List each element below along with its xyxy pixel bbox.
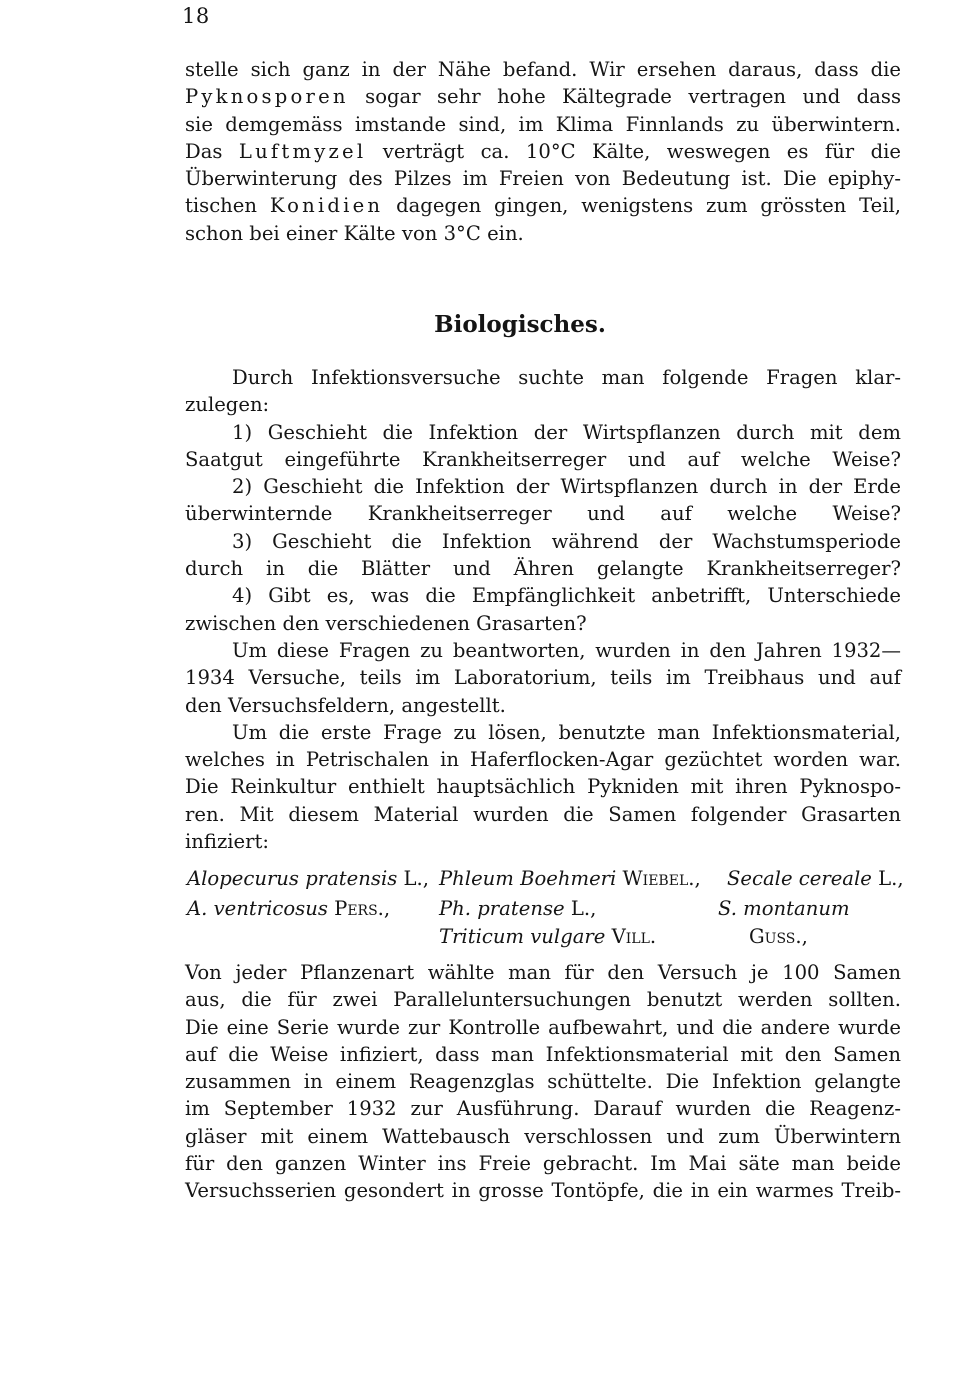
text-line: 1) Geschieht die Infektion der Wirtspflanzen durch mit dem	[232, 420, 901, 444]
species-entry: A. ventricosus Pers.,	[187, 897, 391, 920]
text-line: im September 1932 zur Ausführung. Darauf wurden die Reagenz-	[185, 1097, 901, 1121]
text-line: 4) Gibt es, was die Empfänglichkeit anbetrifft, Unterschiede	[232, 584, 901, 608]
text-line: zusammen in einem Reagenzglas schüttelte. Die Infektion gelangte	[185, 1070, 901, 1094]
text-line: 1934 Versuche, teils im Laboratorium, teils im Treibhaus und auf	[185, 666, 901, 690]
text-line: Überwinterung des Pilzes im Freien von Bedeutung ist. Die epiphy-	[185, 167, 901, 191]
text-line: Pyknosporen sogar sehr hohe Kältegrade vertragen und dass	[185, 85, 901, 109]
species-entry: Phleum Boehmeri Wiebel.,	[439, 867, 701, 890]
text-line: Die Reinkultur enthielt hauptsächlich Pykniden mit ihren Pyknospo-	[185, 775, 901, 799]
text-line: für den ganzen Winter ins Freie gebracht. Im Mai säte man beide	[185, 1152, 901, 1176]
text-line: aus, die für zwei Paralleluntersuchungen benutzt werden sollten.	[185, 988, 901, 1012]
text-line: ren. Mit diesem Material wurden die Samen folgender Grasarten	[185, 802, 901, 826]
text-line: auf die Weise infiziert, dass man Infektionsmaterial mit den Samen	[185, 1042, 901, 1066]
species-entry: S. montanum	[718, 897, 850, 920]
text-line: Durch Infektionsversuche suchte man folgende Fragen klar-	[232, 366, 901, 389]
spaced-term: Pyknosporen	[185, 85, 349, 109]
text-line: zulegen:	[185, 393, 270, 417]
species-entry: Ph. pratense L.,	[439, 897, 597, 920]
text-line: überwinternde Krankheitserreger und auf welche Weise?	[185, 502, 901, 526]
species-entry: Guss.,	[749, 925, 808, 948]
paragraph-experiment	[185, 959, 901, 1205]
text-line: durch in die Blätter und Ähren gelangte Krankheitserreger?	[185, 557, 901, 581]
species-list	[187, 867, 903, 957]
page-number: 18	[182, 4, 210, 28]
text-line: 2) Geschieht die Infektion der Wirtspflanzen durch in der Erde	[232, 475, 901, 499]
text-line: 3) Geschieht die Infektion während der Wachstumsperiode	[232, 529, 901, 553]
text-line: stelle sich ganz in der Nähe befand. Wir ersehen daraus, dass die	[185, 58, 901, 81]
text-line: zwischen den verschiedenen Grasarten?	[185, 611, 587, 635]
text-line: tischen Konidien dagegen gingen, wenigstens zum grössten Teil,	[185, 194, 902, 218]
text-line: Saatgut eingeführte Krankheitserreger und auf welche Weise?	[185, 447, 901, 471]
text-line: sie demgemäss imstande sind, im Klima Finnlands zu überwintern.	[185, 112, 901, 136]
species-entry: Triticum vulgare Vill.	[439, 925, 657, 948]
paragraph-overwintering	[185, 56, 901, 247]
text-line: welches in Petrischalen in Haferflocken-Agar gezüchtet worden war.	[185, 748, 901, 772]
text-line: den Versuchsfeldern, angestellt.	[185, 693, 506, 717]
text-line: infiziert:	[185, 830, 269, 854]
text-line: Die eine Serie wurde zur Kontrolle aufbewahrt, und die andere wurde	[185, 1015, 901, 1039]
text-line: Um die erste Frage zu lösen, benutzte man Infektionsmaterial,	[232, 720, 901, 744]
spaced-term: Luftmyzel	[238, 139, 367, 163]
text-line: gläser mit einem Wattebausch verschlossen und zum Überwintern	[185, 1124, 901, 1148]
text-line: Versuchsserien gesondert in grosse Tontöpfe, die in ein warmes Treib-	[185, 1179, 901, 1203]
species-entry: Alopecurus pratensis L.,	[187, 867, 429, 890]
text-line: Um diese Fragen zu beantworten, wurden in den Jahren 1932—	[232, 638, 901, 662]
spaced-term: Konidien	[269, 194, 384, 218]
text-line: schon bei einer Kälte von 3°C ein.	[185, 221, 524, 245]
section-heading: Biologisches.	[434, 311, 606, 338]
text-line: Das Luftmyzel verträgt ca. 10°C Kälte, weswegen es für die	[185, 139, 901, 163]
paragraph-infection-questions	[185, 364, 901, 855]
species-entry: Secale cereale L.,	[727, 867, 904, 890]
text-line: Von jeder Pflanzenart wählte man für den Versuch je 100 Samen	[185, 961, 901, 984]
